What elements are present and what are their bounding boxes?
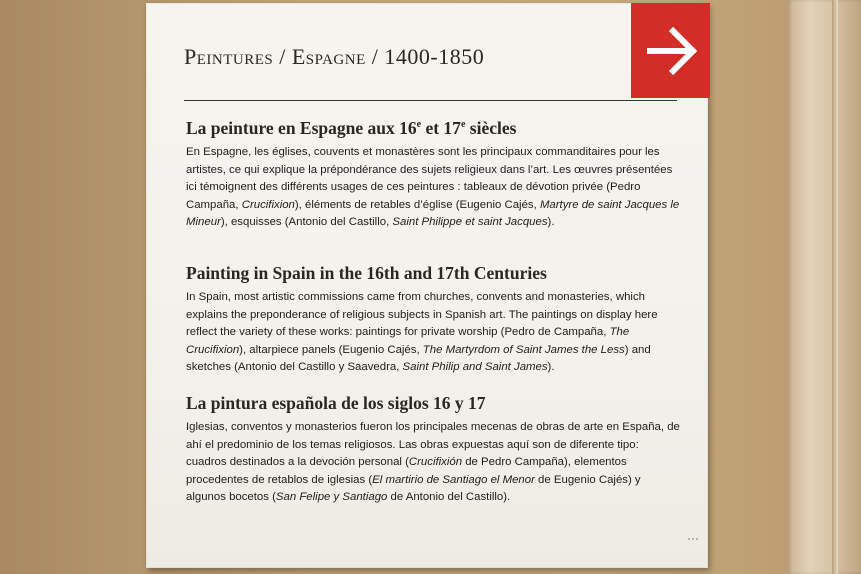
section-french-body: En Espagne, les églises, couvents et monastères sont les principaux commanditaires pour les artistes, ce qui explique la prépondérance des sujets religieux dans l’art. Les œuvres présentées ici témoignent des différents usages de ces peintures : tableaux de dévotion privée (Pedro Campaña, Crucifixion), éléments de retables d’église (Eugenio Cajés, Martyre de saint Jacques le Mineur), esquisses (Antonio del Castillo, Saint Philippe et saint Jacques). <box>186 146 680 229</box>
section-spanish-title: La pintura española de los siglos 16 y 17 <box>186 393 486 413</box>
page-title: Peintures / Espagne / 1400-1850 <box>184 44 485 69</box>
title-divider <box>184 100 677 101</box>
section-french <box>186 118 681 232</box>
section-spanish <box>186 393 681 507</box>
section-english-body: In Spain, most artistic commissions came from churches, convents and monasteries, which explains the preponderance of religious subjects in Spanish art. The paintings on display here reflect the variety of these works: paintings for private worship (Pedro de Campaña, The Crucifixion), altarpiece panels (Eugenio Cajés, The Martyrdom of Saint James the Less) and sketches (Antonio del Castillo y Saavedra, Saint Philip and Saint James). <box>186 291 658 374</box>
section-english <box>186 263 681 377</box>
section-french-title: La peinture en Espagne aux 16e et 17e siècles <box>186 118 517 138</box>
door-edge <box>832 0 838 574</box>
right-arrow-icon <box>643 21 699 81</box>
section-spanish-body: Iglesias, conventos y monasterios fueron los principales mecenas de obras de arte en España, de ahí el predominio de los temas religiosos. Las obras expuestas aquí son de diferente tipo: cuadros destinados a la devoción personal (Crucifixión de Pedro Campaña), elementos procedentes de retablos de iglesias (El martirio de Santiago el Menor de Eugenio Cajés) y algunos bocetos (San Felipe y Santiago de Antonio del Castillo). <box>186 421 680 504</box>
door-frame <box>788 0 861 574</box>
decorative-dots <box>688 538 698 543</box>
section-english-title: Painting in Spain in the 16th and 17th Centuries <box>186 263 547 283</box>
direction-sign <box>631 3 710 98</box>
